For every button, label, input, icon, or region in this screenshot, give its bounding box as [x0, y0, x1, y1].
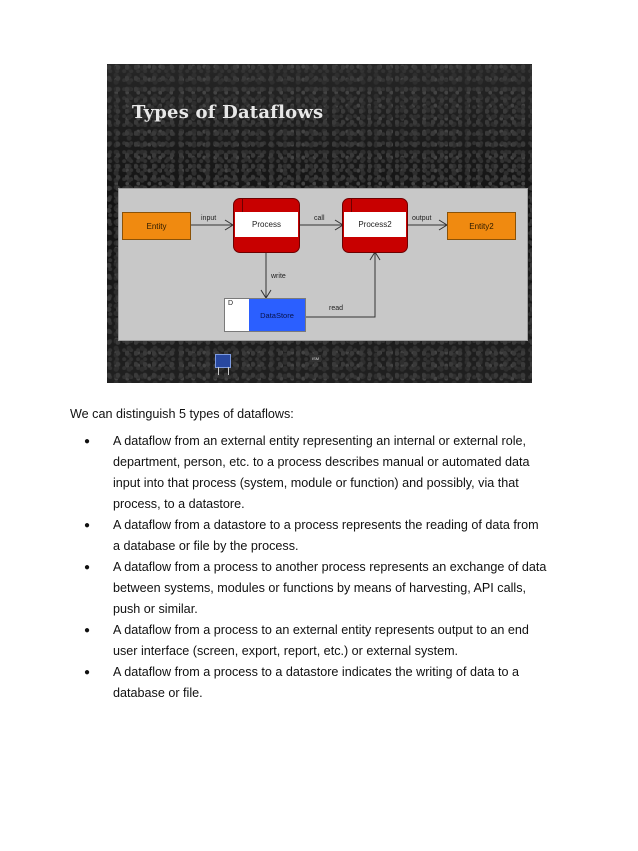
intro-text: We can distinguish 5 types of dataflows: [70, 407, 294, 421]
flow-label-call: call [314, 215, 325, 222]
list-item: ● A dataflow from a process to another process represents an exchange of data between systems, modules or functions by means of harvesting, API calls, push or similar. [70, 557, 570, 620]
datastore-id: D [228, 300, 234, 307]
process2-node [342, 198, 408, 253]
flow-label-read: read [329, 305, 344, 312]
list-item: ● A dataflow from a datastore to a process represents the reading of data from a database or file by the process. [70, 515, 570, 557]
slide-image [107, 64, 532, 383]
bullet-icon: ● [84, 562, 91, 573]
process-label: Process [235, 212, 298, 237]
flow-label-input: input [201, 215, 217, 222]
dataflow-diagram [118, 188, 528, 341]
bullet-icon: ● [84, 667, 91, 678]
entity-node: Entity [122, 212, 191, 240]
list-item: ● A dataflow from a process to a datastore indicates the writing of data to a database or file. [70, 662, 570, 704]
datastore-node [224, 298, 306, 332]
slide-title: Types of Dataflows [132, 102, 324, 123]
list-item: ● A dataflow from an external entity representing an internal or external role, department, person, etc. to a process describes manual or automated data input into that process (system, module or function) and possibly, via that process, to a datastore. [70, 431, 570, 515]
bullet-icon: ● [84, 520, 91, 531]
presenter-icon [215, 354, 231, 368]
bullet-icon: ● [84, 436, 91, 447]
flow-label-write: write [271, 273, 286, 280]
bullet-icon: ● [84, 625, 91, 636]
list-item: ● A dataflow from a process to an external entity represents output to an end user interface (screen, export, report, etc.) or external system. [70, 620, 570, 662]
process2-label: Process2 [344, 212, 406, 237]
datastore-label: DataStore [249, 299, 305, 331]
slide-badge: ISM [312, 356, 320, 361]
flow-label-output: output [412, 215, 432, 222]
entity2-node: Entity2 [447, 212, 516, 240]
process2-divider [351, 199, 352, 212]
process-divider [242, 199, 243, 212]
dataflow-type-list [70, 431, 570, 704]
process-node [233, 198, 300, 253]
